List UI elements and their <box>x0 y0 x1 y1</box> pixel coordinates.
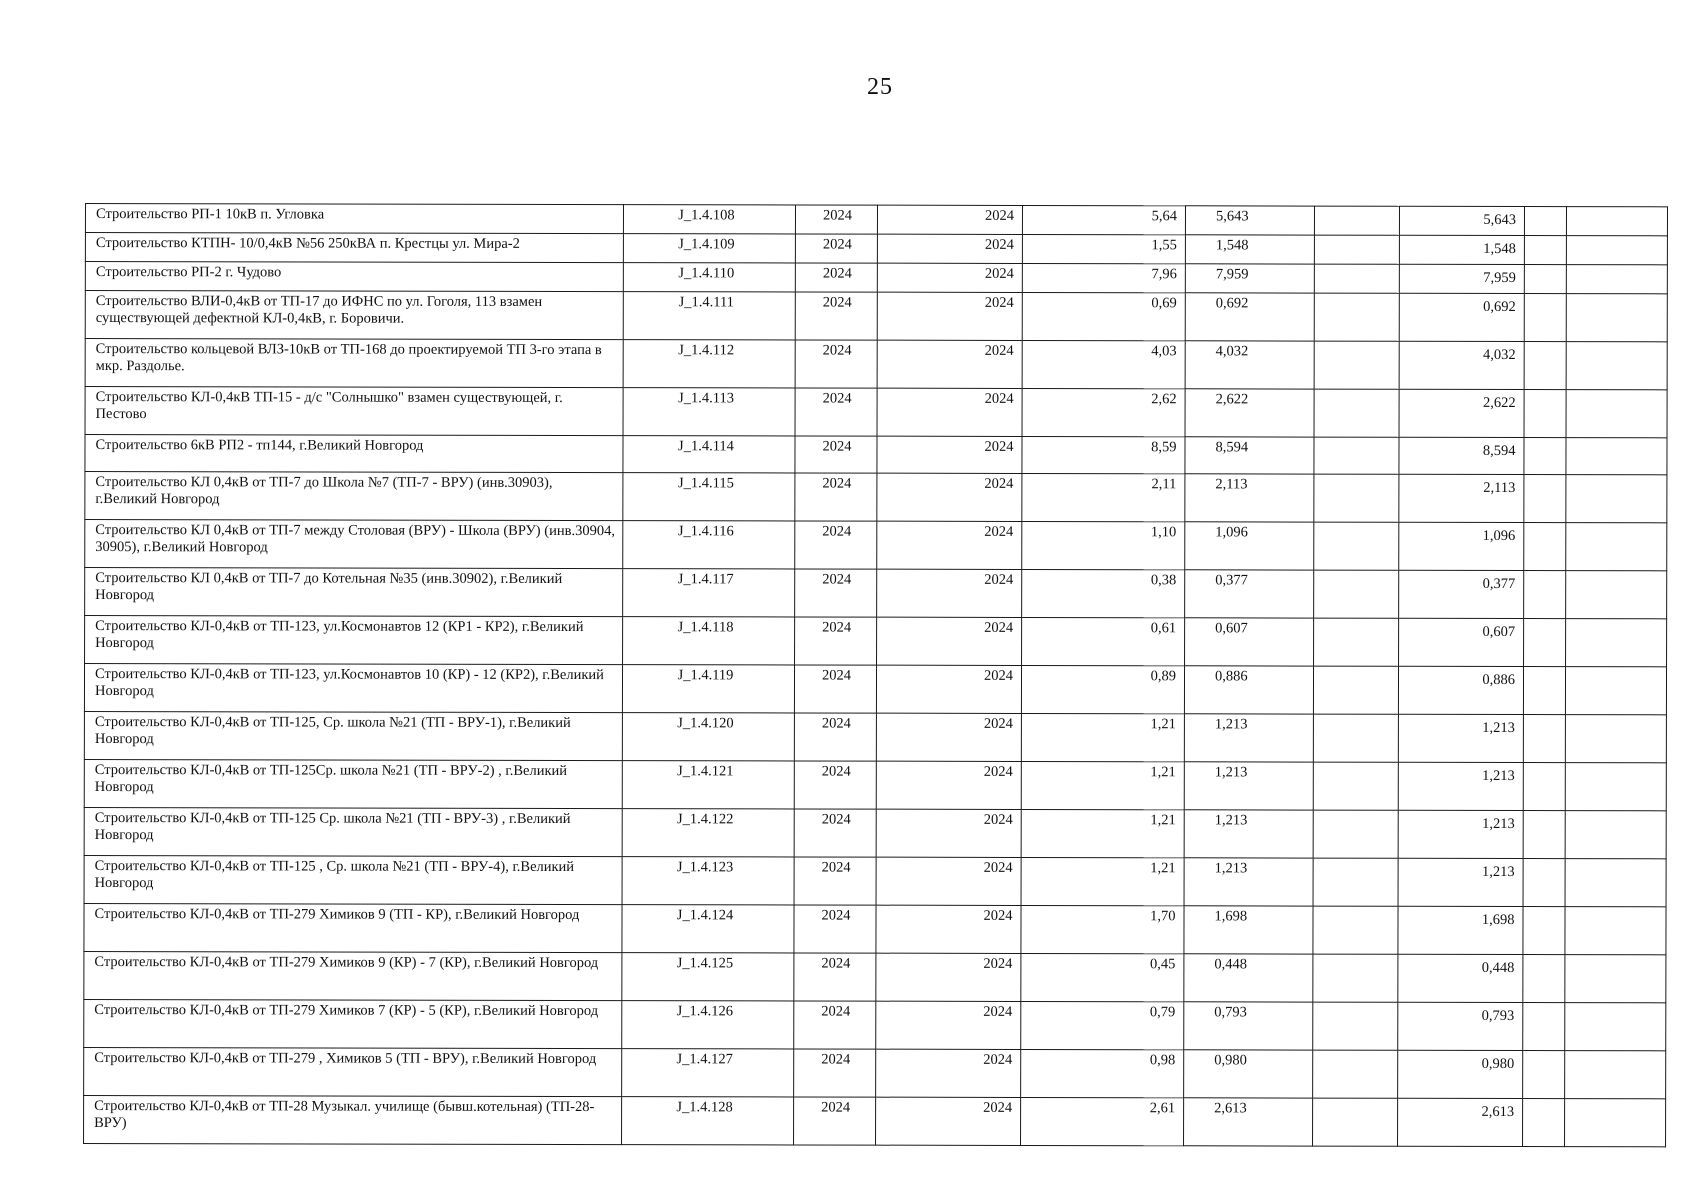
year-start-cell: 2024 <box>794 857 876 905</box>
empty-cell <box>1524 265 1566 294</box>
value-a-cell: 0,79 <box>1021 1001 1184 1049</box>
empty-cell <box>1566 438 1667 475</box>
project-name-cell: Строительство КЛ 0,4кВ от ТП-7 до Котельная №35 (инв.30902), г.Великий Новгород <box>85 568 623 617</box>
value-b-cell: 0,448 <box>1184 954 1313 1002</box>
project-name-cell: Строительство КЛ 0,4кВ от ТП-7 между Столовая (ВРУ) - Школа (ВРУ) (инв.30904, 30905), г.Великий Новгород <box>85 520 623 569</box>
empty-cell <box>1565 1099 1666 1147</box>
year-start-cell: 2024 <box>795 521 877 569</box>
table-row <box>84 664 1666 715</box>
value-c-cell: 1,698 <box>1398 906 1523 954</box>
project-name-cell: Строительство КЛ-0,4кВ от ТП-279 Химиков 9 (КР) - 7 (КР), г.Великий Новгород <box>84 951 622 1000</box>
project-code-cell: J_1.4.119 <box>622 665 794 713</box>
empty-cell <box>1314 235 1399 264</box>
value-b-cell: 1,698 <box>1184 906 1313 954</box>
project-name-cell: Строительство КЛ 0,4кВ от ТП-7 до Школа №7 (ТП-7 - ВРУ) (инв.30903), г.Великий Новгород <box>85 472 623 521</box>
value-a-cell: 7,96 <box>1022 263 1185 292</box>
project-name-cell: Строительство ВЛИ-0,4кВ от ТП-17 до ИФНС по ул. Гоголя, 113 взамен существующей дефектной КЛ-0,4кВ, г. Боровичи. <box>85 291 623 340</box>
empty-cell <box>1314 437 1399 474</box>
table-row <box>85 291 1667 342</box>
empty-cell <box>1565 763 1666 811</box>
project-code-cell: J_1.4.110 <box>623 263 795 292</box>
value-c-cell: 0,448 <box>1398 954 1523 1002</box>
empty-cell <box>1523 1051 1565 1099</box>
project-name-cell: Строительство КЛ-0,4кВ от ТП-279 Химиков 7 (КР) - 5 (КР), г.Великий Новгород <box>84 999 622 1048</box>
empty-cell <box>1566 342 1667 390</box>
empty-cell <box>1565 667 1666 715</box>
year-end-cell: 2024 <box>876 1049 1021 1097</box>
year-end-cell: 2024 <box>877 521 1022 569</box>
value-c-cell: 8,594 <box>1399 437 1524 474</box>
value-a-cell: 0,89 <box>1021 665 1184 713</box>
value-b-cell: 8,594 <box>1185 437 1314 474</box>
empty-cell <box>1523 667 1565 715</box>
project-code-cell: J_1.4.117 <box>623 569 795 617</box>
empty-cell <box>1313 1098 1398 1146</box>
project-name-cell: Строительство КЛ-0,4кВ от ТП-125Ср. школа №21 (ТП - ВРУ-2) , г.Великий Новгород <box>84 759 622 808</box>
value-a-cell: 4,03 <box>1022 340 1185 388</box>
empty-cell <box>1314 522 1399 570</box>
project-code-cell: J_1.4.128 <box>622 1097 794 1145</box>
table-row <box>85 616 1667 667</box>
empty-cell <box>1524 571 1566 619</box>
project-code-cell: J_1.4.125 <box>622 953 794 1001</box>
value-b-cell: 2,113 <box>1185 474 1314 522</box>
year-start-cell: 2024 <box>795 234 877 263</box>
project-code-cell: J_1.4.111 <box>623 292 795 340</box>
empty-cell <box>1314 293 1399 341</box>
empty-cell <box>1523 763 1565 811</box>
empty-cell <box>1523 907 1565 955</box>
value-a-cell: 1,10 <box>1022 521 1185 569</box>
project-name-cell: Строительство РП-2 г. Чудово <box>85 262 623 292</box>
empty-cell <box>1524 236 1566 265</box>
investment-projects-table <box>83 203 1668 1147</box>
empty-cell <box>1565 1051 1666 1099</box>
project-code-cell: J_1.4.116 <box>623 521 795 569</box>
year-start-cell: 2024 <box>795 340 877 388</box>
empty-cell <box>1523 859 1565 907</box>
year-start-cell: 2024 <box>794 905 876 953</box>
year-start-cell: 2024 <box>795 436 877 473</box>
value-c-cell: 0,980 <box>1398 1050 1523 1098</box>
empty-cell <box>1566 207 1667 236</box>
project-code-cell: J_1.4.124 <box>622 905 794 953</box>
year-start-cell: 2024 <box>795 473 877 521</box>
year-end-cell: 2024 <box>877 617 1022 665</box>
value-c-cell: 1,213 <box>1398 858 1523 906</box>
empty-cell <box>1314 341 1399 389</box>
empty-cell <box>1566 390 1667 438</box>
empty-cell <box>1524 294 1566 342</box>
value-b-cell: 5,643 <box>1185 206 1314 235</box>
project-code-cell: J_1.4.109 <box>623 234 795 263</box>
empty-cell <box>1565 1003 1666 1051</box>
empty-cell <box>1566 236 1667 265</box>
value-a-cell: 1,21 <box>1021 809 1184 857</box>
year-end-cell: 2024 <box>876 665 1021 713</box>
value-a-cell: 8,59 <box>1022 436 1185 473</box>
empty-cell <box>1565 907 1666 955</box>
year-end-cell: 2024 <box>877 234 1022 263</box>
year-start-cell: 2024 <box>794 761 876 809</box>
year-start-cell: 2024 <box>794 665 876 713</box>
empty-cell <box>1524 438 1566 475</box>
empty-cell <box>1313 1002 1398 1050</box>
year-start-cell: 2024 <box>794 953 876 1001</box>
value-a-cell: 0,61 <box>1022 617 1185 665</box>
empty-cell <box>1313 954 1398 1002</box>
table-row <box>84 903 1666 954</box>
table-row <box>85 472 1667 523</box>
value-b-cell: 2,613 <box>1184 1098 1313 1146</box>
value-a-cell: 1,21 <box>1021 713 1184 761</box>
year-end-cell: 2024 <box>877 205 1022 234</box>
empty-cell <box>1566 523 1667 571</box>
table-row <box>85 387 1667 438</box>
empty-cell <box>1313 906 1398 954</box>
value-b-cell: 1,213 <box>1184 714 1313 762</box>
table-row <box>85 262 1667 294</box>
value-c-cell: 2,622 <box>1399 389 1524 437</box>
project-code-cell: J_1.4.113 <box>623 388 795 436</box>
value-b-cell: 1,213 <box>1184 858 1313 906</box>
value-c-cell: 1,213 <box>1398 810 1523 858</box>
table-row <box>84 999 1666 1050</box>
table-row <box>85 339 1667 390</box>
project-name-cell: Строительство КТПН- 10/0,4кВ №56 250кВА п. Крестцы ул. Мира-2 <box>85 233 623 263</box>
table-row <box>85 568 1667 619</box>
project-code-cell: J_1.4.112 <box>623 340 795 388</box>
table-row <box>84 1095 1666 1146</box>
year-start-cell: 2024 <box>795 292 877 340</box>
value-c-cell: 1,096 <box>1399 522 1524 570</box>
year-end-cell: 2024 <box>876 905 1021 953</box>
project-name-cell: Строительство 6кВ РП2 - тп144, г.Великий Новгород <box>85 435 623 473</box>
empty-cell <box>1524 390 1566 438</box>
empty-cell <box>1524 523 1566 571</box>
empty-cell <box>1314 206 1399 235</box>
value-c-cell: 1,213 <box>1398 762 1523 810</box>
value-a-cell: 0,45 <box>1021 953 1184 1001</box>
value-c-cell: 4,032 <box>1399 341 1524 389</box>
table-row <box>84 1047 1666 1098</box>
empty-cell <box>1523 1003 1565 1051</box>
value-c-cell: 7,959 <box>1399 264 1524 293</box>
year-start-cell: 2024 <box>795 205 877 234</box>
project-code-cell: J_1.4.121 <box>622 761 794 809</box>
value-c-cell: 0,607 <box>1399 618 1524 666</box>
year-start-cell: 2024 <box>795 388 877 436</box>
empty-cell <box>1565 811 1666 859</box>
project-code-cell: J_1.4.127 <box>622 1049 794 1097</box>
year-start-cell: 2024 <box>795 617 877 665</box>
value-b-cell: 2,622 <box>1185 389 1314 437</box>
project-name-cell: Строительство КЛ-0,4кВ от ТП-125, Ср. школа №21 (ТП - ВРУ-1), г.Великий Новгород <box>84 711 622 760</box>
year-end-cell: 2024 <box>877 263 1022 292</box>
value-c-cell: 2,613 <box>1398 1098 1523 1146</box>
empty-cell <box>1524 475 1566 523</box>
value-a-cell: 2,11 <box>1022 473 1185 521</box>
value-a-cell: 1,70 <box>1021 905 1184 953</box>
table-row <box>84 807 1666 858</box>
year-start-cell: 2024 <box>795 569 877 617</box>
empty-cell <box>1313 810 1398 858</box>
year-end-cell: 2024 <box>877 436 1022 473</box>
project-name-cell: Строительство РП-1 10кВ п. Угловка <box>85 204 623 234</box>
empty-cell <box>1314 389 1399 437</box>
value-a-cell: 0,69 <box>1022 292 1185 340</box>
value-b-cell: 1,548 <box>1185 235 1314 264</box>
project-code-cell: J_1.4.118 <box>623 617 795 665</box>
project-code-cell: J_1.4.123 <box>622 857 794 905</box>
year-end-cell: 2024 <box>876 1097 1021 1145</box>
value-a-cell: 1,21 <box>1021 761 1184 809</box>
project-name-cell: Строительство КЛ-0,4кВ от ТП-279 Химиков 9 (ТП - КР), г.Великий Новгород <box>84 903 622 952</box>
value-b-cell: 1,213 <box>1184 762 1313 810</box>
value-c-cell: 2,113 <box>1399 474 1524 522</box>
empty-cell <box>1314 264 1399 293</box>
empty-cell <box>1314 570 1399 618</box>
empty-cell <box>1566 265 1667 294</box>
value-a-cell: 0,38 <box>1022 569 1185 617</box>
year-start-cell: 2024 <box>794 1001 876 1049</box>
empty-cell <box>1524 342 1566 390</box>
value-b-cell: 0,980 <box>1184 1050 1313 1098</box>
year-end-cell: 2024 <box>877 388 1022 436</box>
project-code-cell: J_1.4.115 <box>623 473 795 521</box>
year-start-cell: 2024 <box>794 809 876 857</box>
table-body <box>84 204 1668 1147</box>
project-name-cell: Строительство КЛ-0,4кВ от ТП-123, ул.Космонавтов 10 (КР) - 12 (КР2), г.Великий Новгород <box>84 664 622 713</box>
value-b-cell: 0,793 <box>1184 1002 1313 1050</box>
empty-cell <box>1565 955 1666 1003</box>
empty-cell <box>1565 859 1666 907</box>
year-start-cell: 2024 <box>794 1049 876 1097</box>
value-b-cell: 1,096 <box>1185 522 1314 570</box>
value-c-cell: 0,377 <box>1399 570 1524 618</box>
year-end-cell: 2024 <box>876 713 1021 761</box>
project-code-cell: J_1.4.114 <box>623 436 795 473</box>
empty-cell <box>1566 294 1667 342</box>
empty-cell <box>1313 666 1398 714</box>
value-a-cell: 1,55 <box>1022 234 1185 263</box>
project-name-cell: Строительство кольцевой ВЛЗ-10кВ от ТП-168 до проектируемой ТП 3-го этапа в мкр. Раздолье. <box>85 339 623 388</box>
empty-cell <box>1566 619 1667 667</box>
empty-cell <box>1565 715 1666 763</box>
value-c-cell: 0,886 <box>1398 666 1523 714</box>
year-end-cell: 2024 <box>877 569 1022 617</box>
project-code-cell: J_1.4.120 <box>622 713 794 761</box>
year-end-cell: 2024 <box>876 809 1021 857</box>
year-end-cell: 2024 <box>876 953 1021 1001</box>
project-name-cell: Строительство КЛ-0,4кВ от ТП-125 Ср. школа №21 (ТП - ВРУ-3) , г.Великий Новгород <box>84 807 622 856</box>
table-row <box>85 204 1667 236</box>
value-b-cell: 7,959 <box>1185 264 1314 293</box>
project-name-cell: Строительство КЛ-0,4кВ от ТП-125 , Ср. школа №21 (ТП - ВРУ-4), г.Великий Новгород <box>84 855 622 904</box>
year-start-cell: 2024 <box>794 713 876 761</box>
table-row <box>85 435 1667 475</box>
value-c-cell: 0,793 <box>1398 1002 1523 1050</box>
project-code-cell: J_1.4.126 <box>622 1001 794 1049</box>
value-a-cell: 5,64 <box>1022 205 1185 234</box>
value-b-cell: 0,692 <box>1185 293 1314 341</box>
value-b-cell: 0,377 <box>1185 570 1314 618</box>
empty-cell <box>1313 762 1398 810</box>
value-b-cell: 1,213 <box>1184 810 1313 858</box>
project-name-cell: Строительство КЛ-0,4кВ ТП-15 - д/с "Солнышко" взамен существующей, г. Пестово <box>85 387 623 436</box>
project-code-cell: J_1.4.108 <box>623 205 795 234</box>
value-c-cell: 0,692 <box>1399 293 1524 341</box>
year-end-cell: 2024 <box>877 292 1022 340</box>
empty-cell <box>1523 715 1565 763</box>
year-end-cell: 2024 <box>877 340 1022 388</box>
empty-cell <box>1313 1050 1398 1098</box>
table-row <box>84 759 1666 810</box>
value-a-cell: 2,62 <box>1022 388 1185 436</box>
value-a-cell: 0,98 <box>1021 1049 1184 1097</box>
value-c-cell: 5,643 <box>1399 206 1524 235</box>
year-end-cell: 2024 <box>876 1001 1021 1049</box>
empty-cell <box>1523 955 1565 1003</box>
value-a-cell: 1,21 <box>1021 857 1184 905</box>
value-a-cell: 2,61 <box>1021 1097 1184 1145</box>
year-start-cell: 2024 <box>794 1097 876 1145</box>
page-number: 25 <box>867 74 893 100</box>
value-b-cell: 4,032 <box>1185 341 1314 389</box>
table-row <box>84 951 1666 1002</box>
value-c-cell: 1,213 <box>1398 714 1523 762</box>
empty-cell <box>1314 474 1399 522</box>
project-name-cell: Строительство КЛ-0,4кВ от ТП-279 , Химиков 5 (ТП - ВРУ), г.Великий Новгород <box>84 1047 622 1096</box>
year-start-cell: 2024 <box>795 263 877 292</box>
empty-cell <box>1314 618 1399 666</box>
project-name-cell: Строительство КЛ-0,4кВ от ТП-28 Музыкал. училище (бывш.котельная) (ТП-28-ВРУ) <box>84 1095 622 1144</box>
year-end-cell: 2024 <box>876 761 1021 809</box>
project-code-cell: J_1.4.122 <box>622 809 794 857</box>
table-row <box>85 520 1667 571</box>
year-end-cell: 2024 <box>876 857 1021 905</box>
year-end-cell: 2024 <box>877 473 1022 521</box>
empty-cell <box>1524 619 1566 667</box>
table-row <box>85 233 1667 265</box>
value-b-cell: 0,886 <box>1184 666 1313 714</box>
empty-cell <box>1523 1099 1565 1147</box>
empty-cell <box>1524 207 1566 236</box>
empty-cell <box>1523 811 1565 859</box>
table-row <box>84 855 1666 906</box>
empty-cell <box>1313 714 1398 762</box>
empty-cell <box>1313 858 1398 906</box>
empty-cell <box>1566 571 1667 619</box>
empty-cell <box>1566 475 1667 523</box>
project-name-cell: Строительство КЛ-0,4кВ от ТП-123, ул.Космонавтов 12 (КР1 - КР2), г.Великий Новгород <box>85 616 623 665</box>
value-c-cell: 1,548 <box>1399 235 1524 264</box>
value-b-cell: 0,607 <box>1185 618 1314 666</box>
table-row <box>84 711 1666 762</box>
